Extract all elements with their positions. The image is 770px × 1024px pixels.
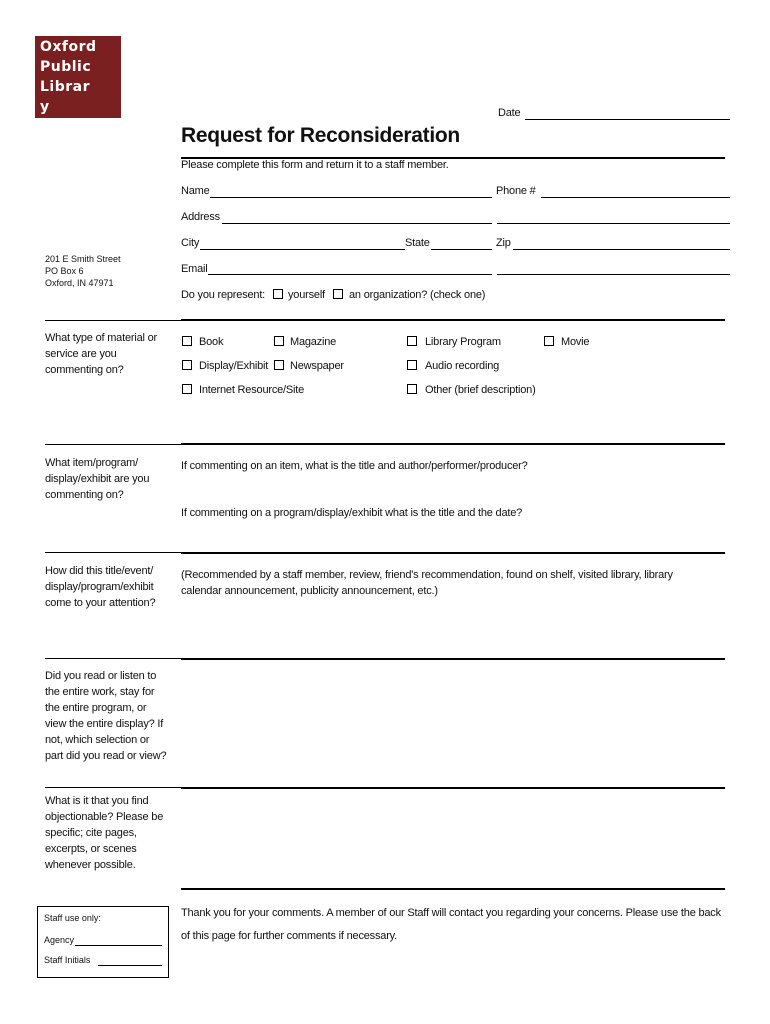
logo-line: Librar <box>40 79 90 95</box>
date-label: Date <box>498 107 521 119</box>
material-type-question: What type of material or service are you commenting on? <box>45 332 157 376</box>
magazine-label: Magazine <box>290 336 337 348</box>
agency-label: Agency <box>44 935 75 945</box>
logo-line: y <box>40 99 50 115</box>
logo-line: Oxford <box>40 39 97 55</box>
yourself-label: yourself <box>288 289 325 301</box>
attention-hint: (Recommended by a staff member, review, friend's recommendation, found on shelf, visited library, library calendar announcement, publicity announcement, etc.) <box>181 569 673 597</box>
section-divider <box>45 320 181 321</box>
library-logo <box>35 36 121 118</box>
date-field[interactable] <box>525 119 730 120</box>
staff-use-box <box>37 906 169 978</box>
city-field[interactable] <box>200 249 405 250</box>
other-checkbox[interactable] <box>407 384 417 394</box>
newspaper-checkbox[interactable] <box>274 360 284 370</box>
item-question-1: If commenting on an item, what is the title and author/performer/producer? <box>181 460 528 472</box>
address-field[interactable] <box>222 223 492 224</box>
address-line: Oxford, IN 47971 <box>45 278 114 288</box>
attention-question: How did this title/event/ display/program/exhibit come to your attention? <box>45 565 156 609</box>
read-question: Did you read or listen to the entire work, stay for the entire program, or view the entire display? If not, which selection or part did you read or view? <box>45 670 167 762</box>
city-label: City <box>181 237 200 249</box>
email-label: Email <box>181 263 208 275</box>
library-program-checkbox[interactable] <box>407 336 417 346</box>
section-divider <box>181 319 725 321</box>
address-line: PO Box 6 <box>45 266 84 276</box>
section-divider <box>181 443 725 445</box>
yourself-checkbox[interactable] <box>273 289 283 299</box>
staff-initials-label: Staff Initials <box>44 955 91 965</box>
other-label: Other (brief description) <box>425 384 536 396</box>
staff-initials-field[interactable] <box>98 965 162 966</box>
section-divider <box>45 444 181 445</box>
display-exhibit-label: Display/Exhibit <box>199 360 269 372</box>
instructions: Please complete this form and return it to a staff member. <box>181 159 449 171</box>
audio-recording-checkbox[interactable] <box>407 360 417 370</box>
section-divider <box>181 888 725 890</box>
magazine-checkbox[interactable] <box>274 336 284 346</box>
library-address <box>45 253 121 289</box>
newspaper-label: Newspaper <box>290 360 344 372</box>
agency-field[interactable] <box>75 945 162 946</box>
section-divider <box>181 658 725 660</box>
email-field-2[interactable] <box>497 274 730 275</box>
organization-label: an organization? (check one) <box>349 289 486 301</box>
address-line: 201 E Smith Street <box>45 254 121 264</box>
audio-recording-label: Audio recording <box>425 360 500 372</box>
book-label: Book <box>199 336 224 348</box>
section-divider <box>181 787 725 789</box>
movie-checkbox[interactable] <box>544 336 554 346</box>
state-field[interactable] <box>431 249 492 250</box>
objectionable-question: What is it that you find objectionable? Please be specific; cite pages, excerpts, or scenes whenever possible. <box>45 795 164 871</box>
section-divider <box>181 552 725 554</box>
section-divider <box>45 552 181 553</box>
item-question: What item/program/ display/exhibit are you commenting on? <box>45 457 150 501</box>
movie-label: Movie <box>561 336 590 348</box>
staff-use-heading: Staff use only: <box>44 913 101 923</box>
phone-field[interactable] <box>541 197 730 198</box>
address-field-2[interactable] <box>497 223 730 224</box>
internet-checkbox[interactable] <box>182 384 192 394</box>
name-field[interactable] <box>210 197 492 198</box>
internet-label: Internet Resource/Site <box>199 384 305 396</box>
item-question-2: If commenting on a program/display/exhibit what is the title and the date? <box>181 507 523 519</box>
organization-checkbox[interactable] <box>333 289 343 299</box>
represent-question: Do you represent: <box>181 289 266 301</box>
address-label: Address <box>181 211 220 223</box>
name-label: Name <box>181 185 210 197</box>
phone-label: Phone # <box>496 185 536 197</box>
email-field[interactable] <box>208 274 492 275</box>
library-program-label: Library Program <box>425 336 501 348</box>
logo-line: Public <box>40 59 92 75</box>
state-label: State <box>405 237 430 249</box>
thank-you-note: Thank you for your comments. A member of our Staff will contact you regarding your concerns. Please use the back of this page for further comments if necessary. <box>181 907 721 942</box>
book-checkbox[interactable] <box>182 336 192 346</box>
section-divider <box>45 658 181 659</box>
zip-label: Zip <box>496 237 511 249</box>
page-title: Request for Reconsideration <box>181 124 460 147</box>
zip-field[interactable] <box>513 249 730 250</box>
section-divider <box>45 787 181 788</box>
display-exhibit-checkbox[interactable] <box>182 360 192 370</box>
